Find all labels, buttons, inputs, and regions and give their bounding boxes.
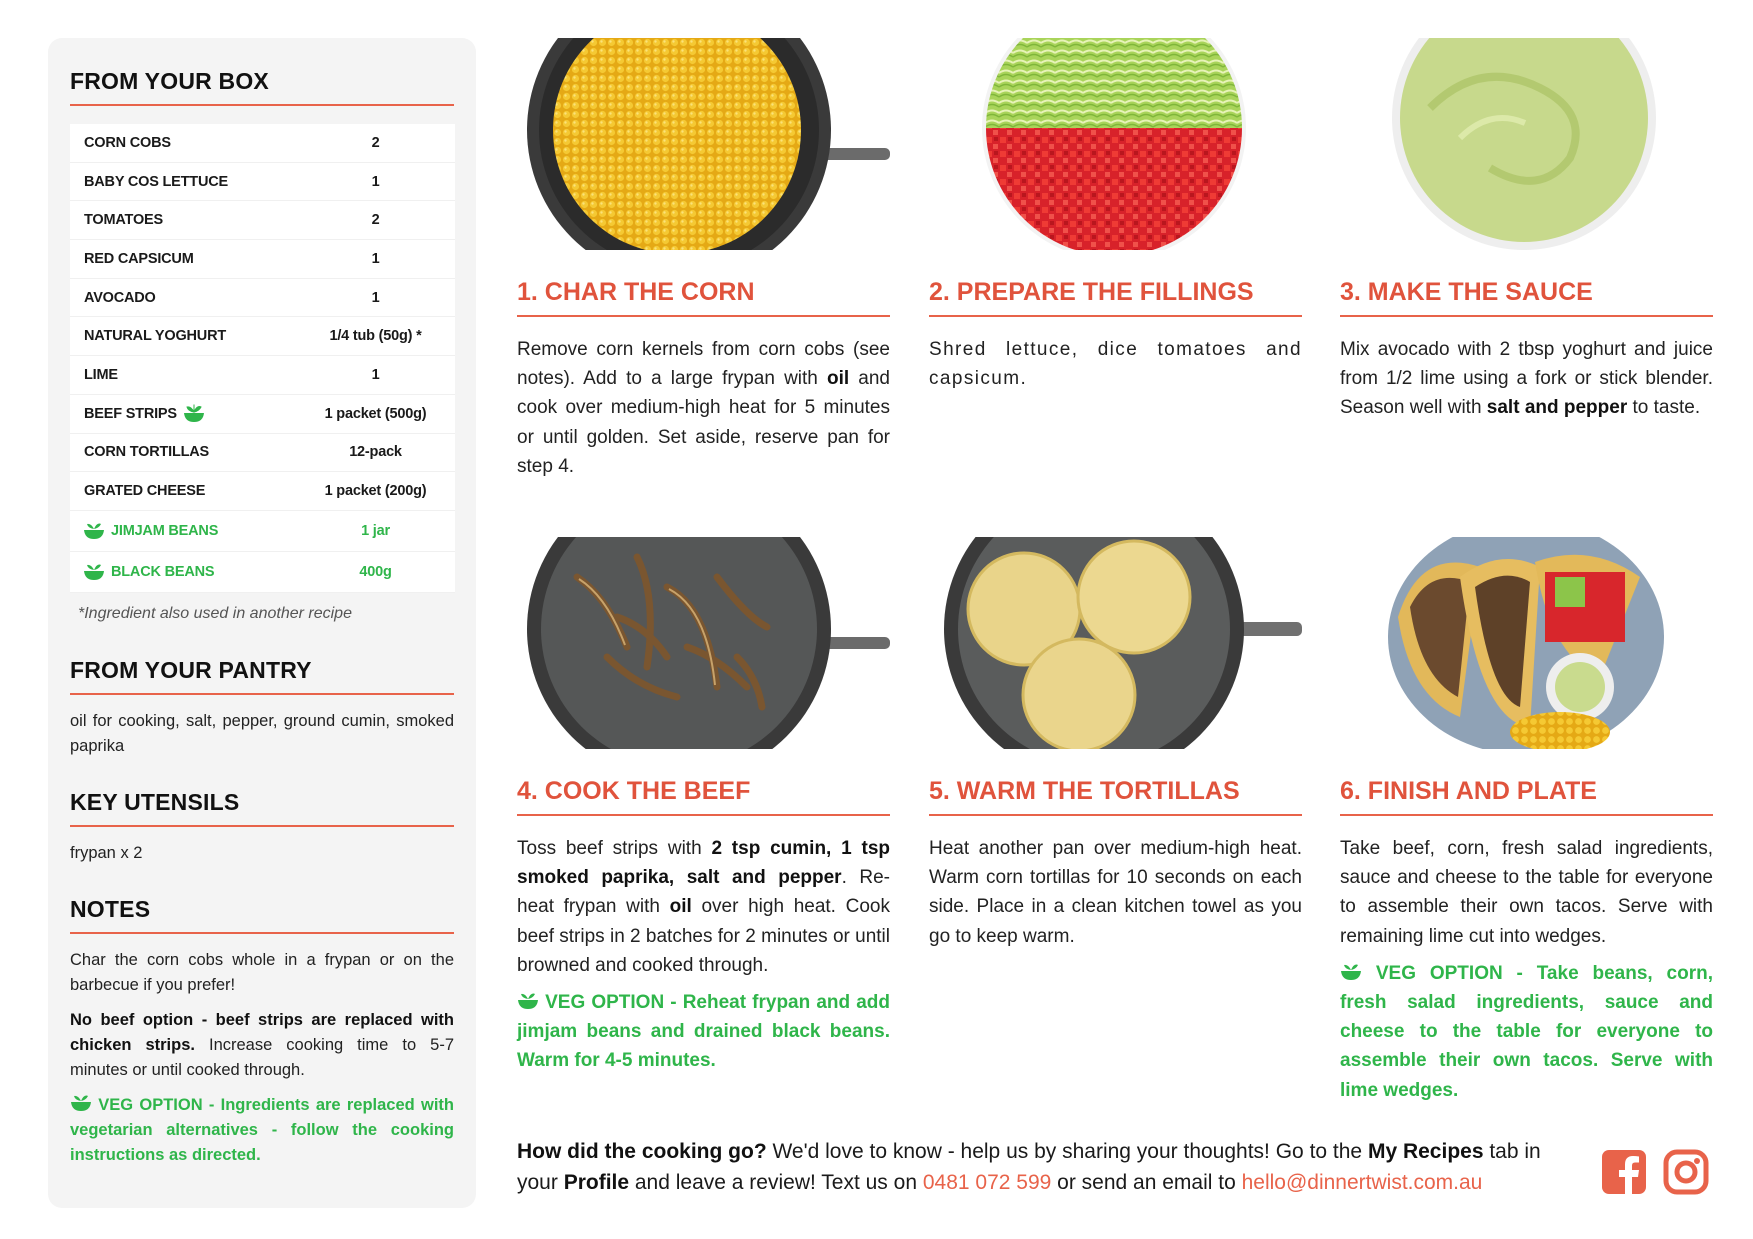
step-2 (929, 38, 1302, 390)
step-veg-option (1340, 959, 1713, 1105)
ingredient-qty: 12-pack (349, 444, 402, 461)
footer-text: We'd love to know - help us by sharing your thoughts! Go to the (766, 1140, 1368, 1163)
ingredient-qty: 1 packet (500g) (324, 405, 427, 422)
avocado-sauce-photo (1340, 38, 1713, 250)
ingredient-name: NATURAL YOGHURT (84, 328, 227, 345)
ingredient-name: CORN COBS (84, 134, 171, 151)
step-text (517, 834, 890, 1076)
step-title: 5. WARM THE TORTILLAS (929, 777, 1302, 816)
table-row (70, 472, 455, 511)
tortillas-pan-photo (929, 537, 1302, 749)
beef-pan-photo (517, 537, 890, 749)
box-heading: FROM YOUR BOX (70, 68, 454, 106)
notes-text: Increase cooking time to 5-7 minutes or until cooked through. (70, 1035, 454, 1079)
ingredient-qty: 1 jar (361, 522, 390, 539)
ingredient-qty: 1 (371, 289, 380, 306)
ingredient-qty: 1 (371, 173, 380, 190)
text: to taste. (1627, 397, 1701, 419)
table-row (70, 395, 455, 434)
text: over high heat. Cook beef strips in 2 batches for 2 minutes or until browned and cooked through. (517, 896, 890, 976)
step-veg-option (517, 988, 890, 1076)
ingredient-qty: 2 (371, 134, 380, 151)
step-title: 3. MAKE THE SAUCE (1340, 278, 1713, 317)
notes-veg-option (70, 1093, 454, 1168)
step-4 (517, 537, 891, 1072)
utensils-heading: KEY UTENSILS (70, 789, 454, 827)
ingredient-qty: 1 (371, 250, 380, 267)
ingredient-name-cell (70, 404, 296, 424)
step-3 (1340, 38, 1713, 419)
phone-link[interactable]: 0481 072 599 (922, 1171, 1052, 1194)
ingredient-name: TOMATOES (84, 212, 163, 229)
ingredient-qty: 1 (371, 366, 380, 383)
step-title: 2. PREPARE THE FILLINGS (929, 278, 1302, 317)
ingredient-name: GRATED CHEESE (84, 483, 206, 500)
table-row (70, 163, 455, 202)
ingredient-qty: 1 packet (200g) (324, 483, 427, 500)
footer-text: and leave a review! Text us on (629, 1171, 923, 1194)
box-footnote: *Ingredient also used in another recipe (78, 604, 352, 622)
table-row (70, 124, 455, 163)
step-6 (1340, 537, 1714, 1101)
ingredient-name: JIMJAM BEANS (111, 522, 219, 539)
pantry-text: oil for cooking, salt, pepper, ground cumin, smoked paprika (70, 711, 454, 755)
text: Toss beef strips with (517, 838, 712, 859)
veg-bowl-icon (183, 404, 205, 424)
footer-text: tab in your (517, 1140, 1541, 1194)
text: Heat another pan over medium-high heat. Warm corn tortillas for 10 seconds on each side. Place in a clean kitchen towel as you go to keep warm. (929, 838, 1302, 947)
veg-bowl-icon (83, 521, 105, 541)
step-text (929, 335, 1302, 393)
step-text (1340, 335, 1713, 423)
table-row-veg (70, 511, 455, 552)
ingredient-qty: 2 (371, 212, 380, 229)
table-row (70, 356, 455, 395)
profile-label: Profile (563, 1171, 630, 1194)
utensils-section (70, 789, 454, 866)
fillings-plate-photo (929, 38, 1302, 250)
bold-text: oil (827, 368, 850, 390)
ingredient-name: CORN TORTILLAS (84, 444, 210, 461)
text: Remove corn kernels from corn cobs (see notes). Add to a large frypan with (517, 339, 890, 390)
ingredient-qty: 1/4 tub (50g) * (329, 328, 422, 345)
facebook-icon[interactable] (1601, 1149, 1647, 1195)
pantry-section (70, 657, 454, 759)
box-ingredient-table (70, 124, 455, 593)
ingredient-name-cell (70, 521, 296, 541)
my-recipes-label: My Recipes (1367, 1140, 1484, 1163)
notes-para: Char the corn cobs whole in a frypan or on the barbecue if you prefer! (70, 950, 454, 994)
table-row (70, 317, 455, 356)
step-text (517, 335, 890, 481)
table-row (70, 201, 455, 240)
text: Shred lettuce, dice tomatoes and capsicum. (929, 339, 1302, 390)
ingredient-name: LIME (84, 366, 118, 383)
bold-text: salt and pepper (1486, 397, 1628, 419)
ingredient-qty: 400g (359, 563, 392, 580)
text: Mix avocado with 2 tbsp yoghurt and juice from 1/2 lime using a fork or stick blender. Season well with (1340, 339, 1713, 419)
text: and cook over medium-high heat for 5 minutes or until golden. Set aside, reserve pan for step 4. (517, 368, 890, 477)
step-5 (929, 537, 1302, 947)
veg-bowl-icon (70, 1093, 92, 1113)
notes-bold: No beef option - beef strips are replaced with chicken strips. (70, 1010, 454, 1054)
footer-text: or send an email to (1051, 1171, 1242, 1194)
text: Take beef, corn, fresh salad ingredients, sauce and cheese to the table for everyone to assemble their own tacos. Serve with remaining lime cut into wedges. (1340, 838, 1713, 947)
table-row (70, 434, 455, 473)
step-1 (517, 38, 890, 477)
notes-veg-text: VEG OPTION - Ingredients are replaced with vegetarian alternatives - follow the cooking instructions as directed. (70, 1095, 454, 1164)
notes-heading: NOTES (70, 896, 454, 934)
veg-bowl-icon (517, 991, 539, 1011)
step-title: 6. FINISH AND PLATE (1340, 777, 1713, 816)
step-text (929, 834, 1302, 951)
step-title: 1. CHAR THE CORN (517, 278, 890, 317)
step-title: 4. COOK THE BEEF (517, 777, 890, 816)
notes-body (70, 948, 454, 1168)
veg-text: VEG OPTION - Reheat frypan and add jimjam beans and drained black beans. Warm for 4-5 minutes. (517, 992, 890, 1072)
ingredient-name-cell (70, 562, 296, 582)
notes-section (70, 896, 454, 1168)
ingredient-name: RED CAPSICUM (84, 250, 194, 267)
table-row (70, 240, 455, 279)
instagram-icon[interactable] (1663, 1149, 1709, 1195)
step-text (1340, 834, 1713, 1105)
table-row-veg (70, 552, 455, 593)
bold-text: oil (669, 896, 692, 918)
text: . Re-heat frypan with (517, 867, 890, 918)
email-link[interactable]: hello@dinnertwist.com.au (1241, 1171, 1483, 1194)
ingredient-name: AVOCADO (84, 289, 156, 306)
step-body (517, 834, 890, 980)
corn-pan-photo (517, 38, 890, 250)
table-row (70, 279, 455, 318)
feedback-footer (517, 1136, 1577, 1198)
tacos-plate-photo (1340, 537, 1713, 749)
veg-text: VEG OPTION - Take beans, corn, fresh salad ingredients, sauce and cheese to the table for everyone to assemble their own tacos. Serve with lime wedges. (1340, 962, 1714, 1101)
veg-bowl-icon (83, 562, 105, 582)
notes-para (70, 1008, 454, 1083)
utensils-text: frypan x 2 (70, 843, 143, 862)
ingredient-name: BEEF STRIPS (84, 405, 177, 422)
ingredient-name: BABY COS LETTUCE (84, 173, 228, 190)
footer-question: How did the cooking go? (517, 1140, 767, 1163)
ingredients-panel (48, 38, 476, 1208)
pantry-heading: FROM YOUR PANTRY (70, 657, 454, 695)
step-body (1340, 834, 1713, 951)
bold-text: 2 tsp cumin, 1 tsp smoked paprika, salt and pepper (517, 838, 891, 889)
ingredient-name: BLACK BEANS (111, 563, 215, 580)
veg-bowl-icon (1340, 962, 1362, 982)
